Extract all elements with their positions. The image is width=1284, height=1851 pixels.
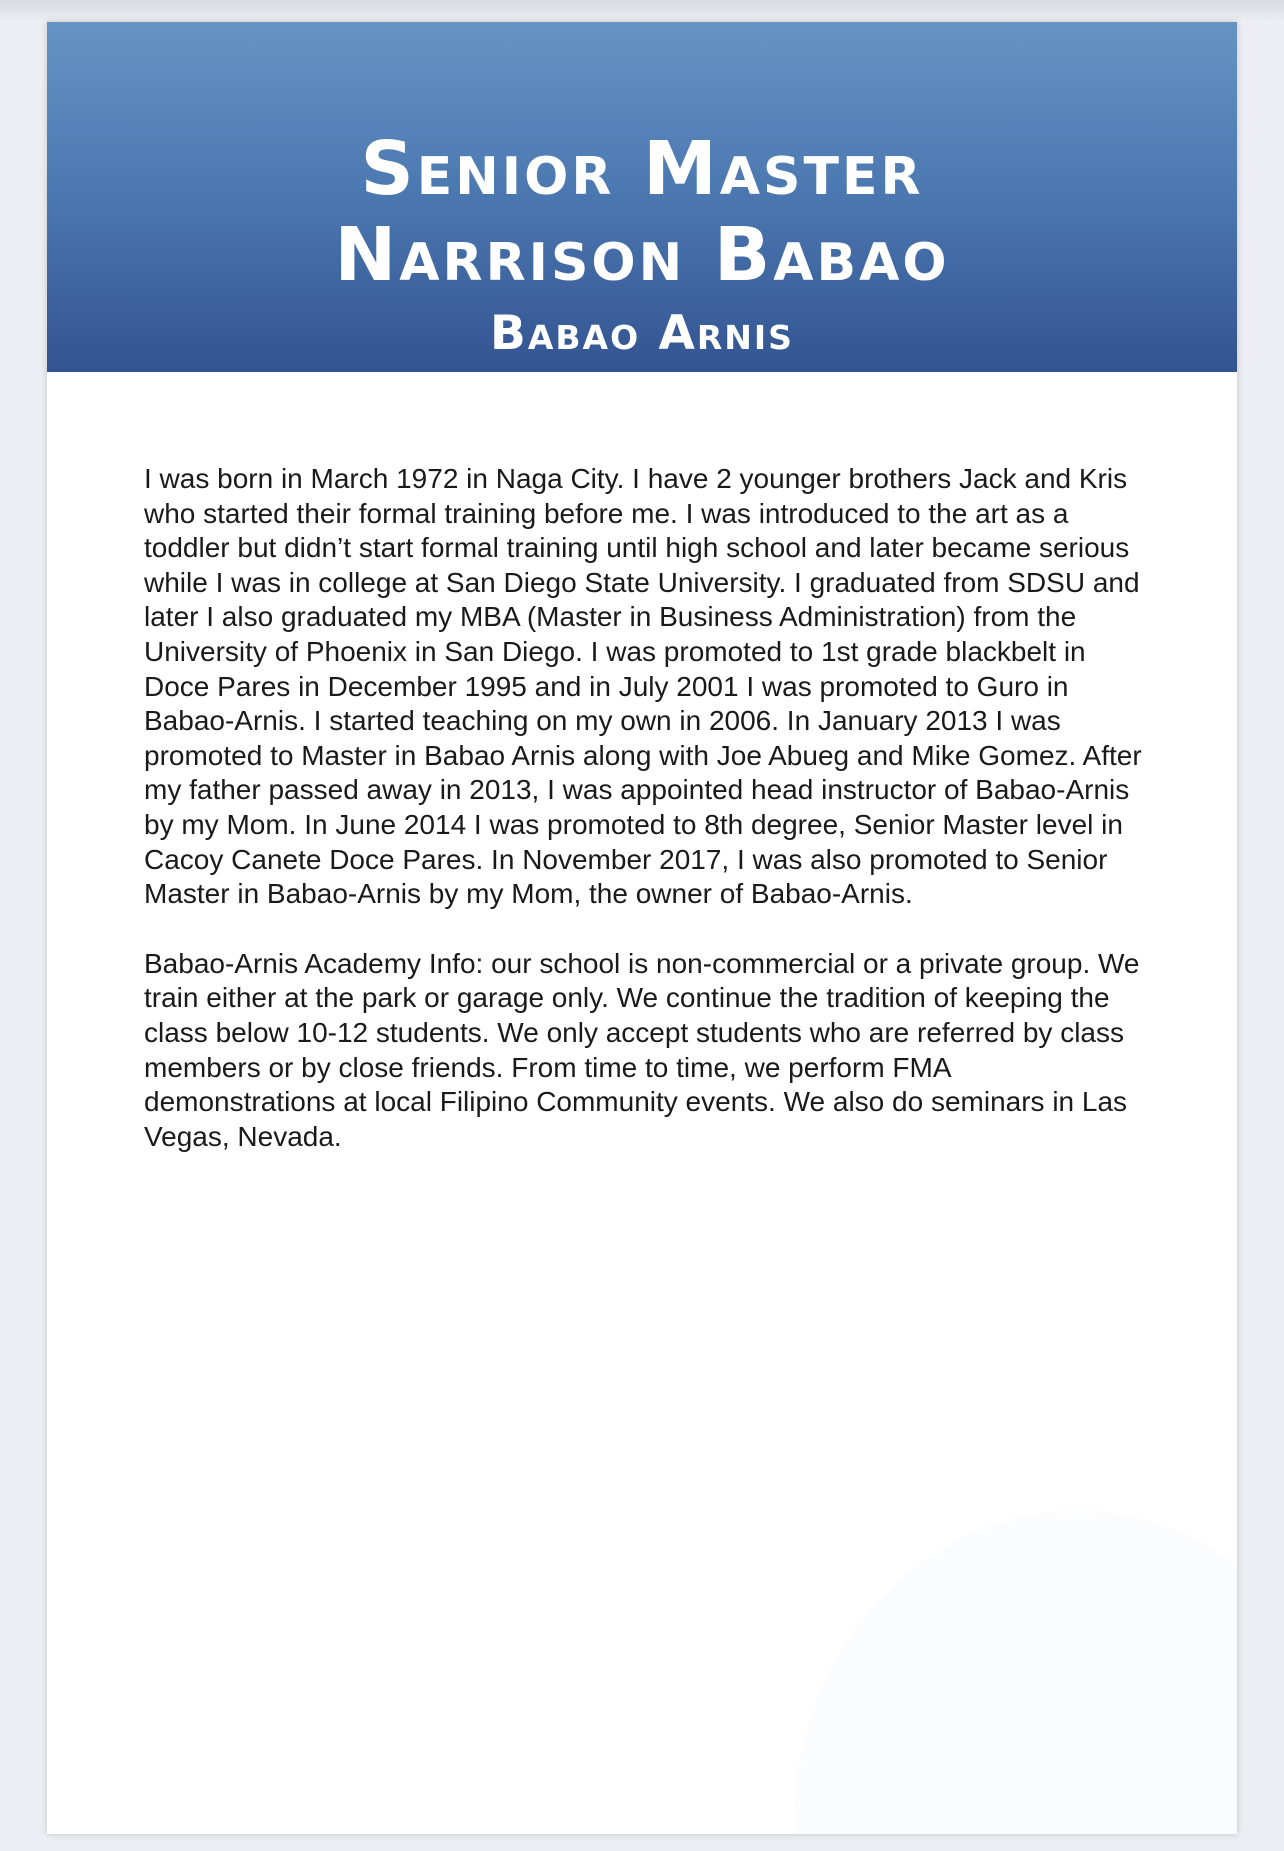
- page-title-line-1: Senior Master: [360, 126, 924, 212]
- biography-content: [144, 462, 1144, 1189]
- academy-info-paragraph: Babao-Arnis Academy Info: our school is non-commercial or a private group. We train either at the park or garage only. We continue the tradition of keeping the class below 10-12 students. We only accept students who are referred by class members or by close friends. From time to time, we perform FMA demonstrations at local Filipino Community events. We also do seminars in Las Vegas, Nevada.: [144, 947, 1140, 1152]
- corner-decoration: [797, 1514, 1237, 1834]
- biography-paragraph: I was born in March 1972 in Naga City. I have 2 younger brothers Jack and Kris who started their formal training before me. I was introduced to the art as a toddler but didn’t start formal training until high school and later became serious while I was in college at San Diego State University. I graduated from SDSU and later I also graduated my MBA (Master in Business Administration) from the University of Phoenix in San Diego. I was promoted to 1st grade blackbelt in Doce Pares in December 1995 and in July 2001 I was promoted to Guro in Babao-Arnis. I started teaching on my own in 2006. In January 2013 I was promoted to Master in Babao Arnis along with Joe Abueg and Mike Gomez. After my father passed away in 2013, I was appointed head instructor of Babao-Arnis by my Mom. In June 2014 I was promoted to 8th degree, Senior Master level in Cacoy Canete Doce Pares. In November 2017, I was also promoted to Senior Master in Babao-Arnis by my Mom, the owner of Babao-Arnis.: [144, 463, 1142, 910]
- title-banner: [47, 22, 1237, 372]
- document-page: [47, 22, 1237, 1834]
- top-shadow: [0, 0, 1284, 22]
- page-title-line-2: Narrison Babao: [334, 212, 950, 298]
- page-subtitle: Babao Arnis: [490, 306, 794, 361]
